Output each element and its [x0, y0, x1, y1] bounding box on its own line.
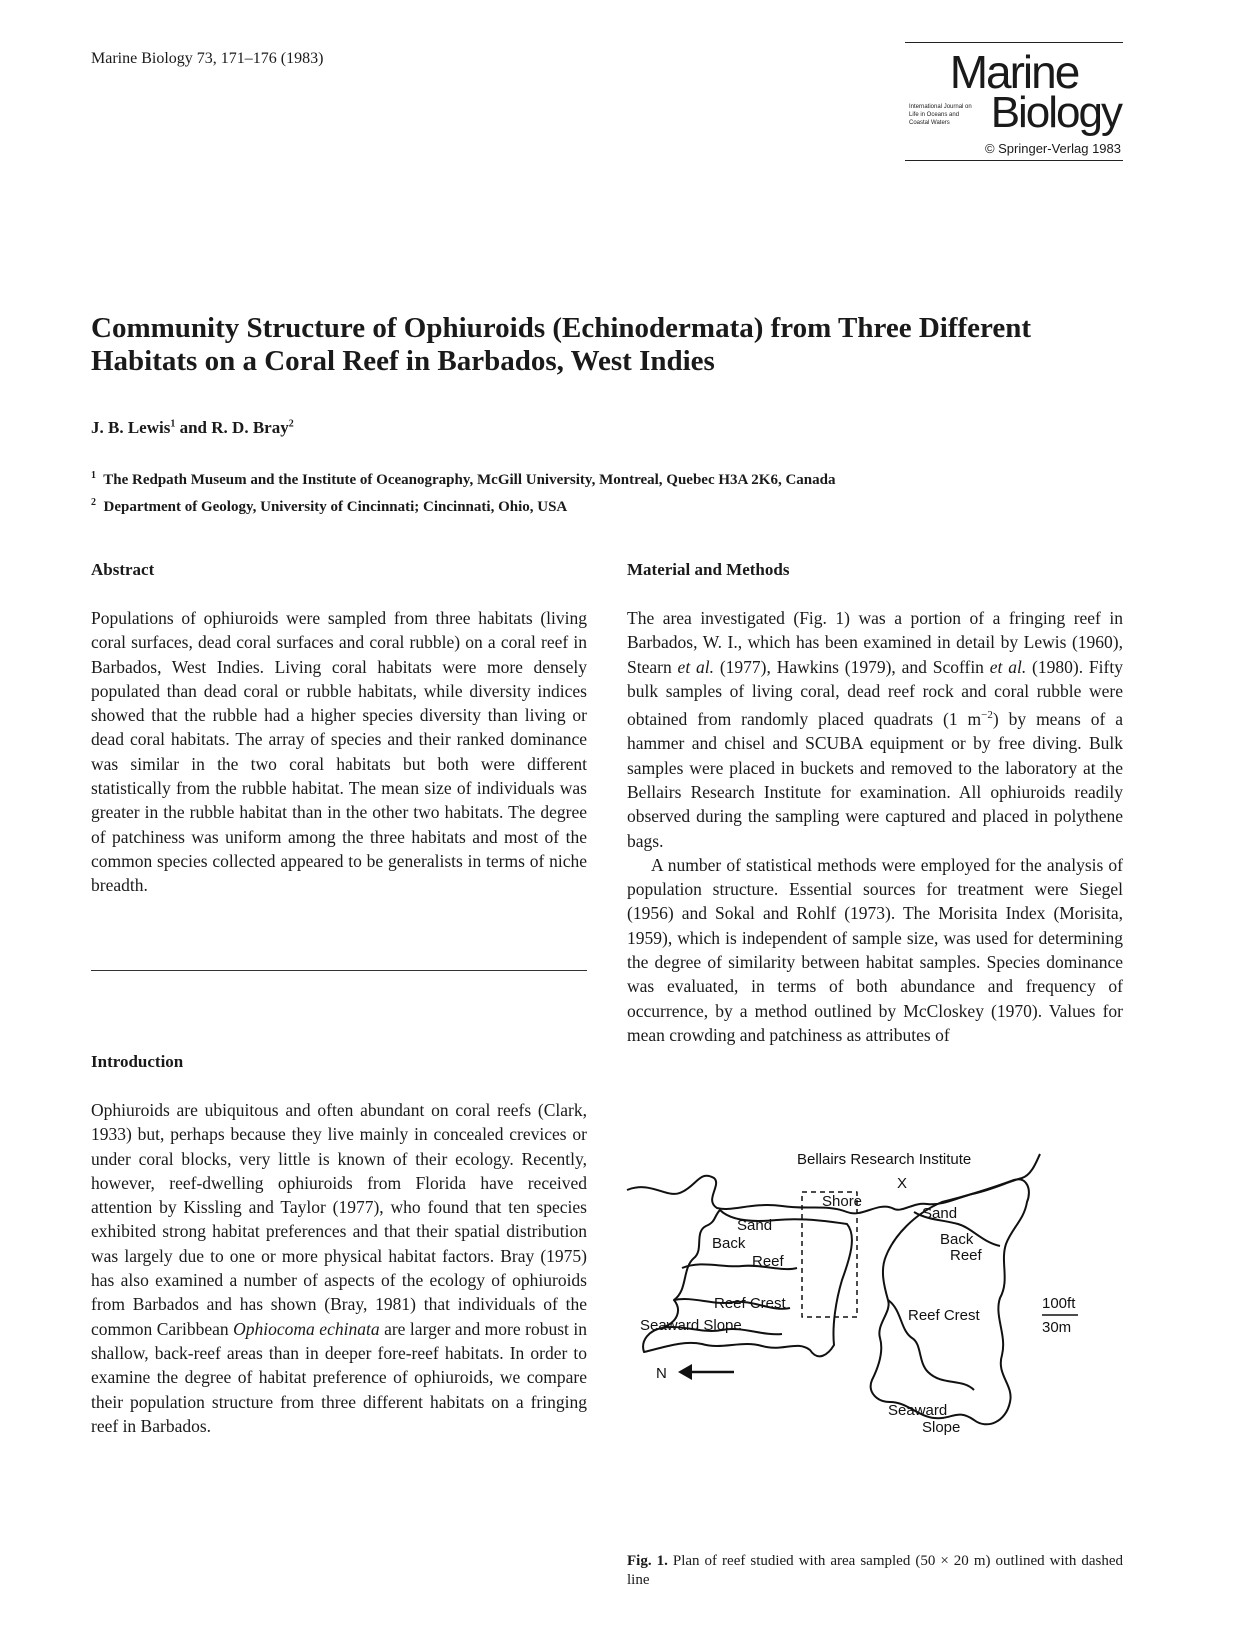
et-al-2: et al. — [989, 656, 1027, 677]
et-al-1: et al. — [677, 656, 714, 677]
abstract-divider — [91, 970, 587, 971]
author-separator: and — [175, 418, 212, 437]
species-name: Ophiocoma echinata — [233, 1318, 380, 1339]
affiliation-1-marker: 1 — [91, 470, 96, 481]
label-reef-crest-left: Reef Crest — [714, 1295, 786, 1312]
methods-section — [627, 560, 1123, 1047]
methods-paragraph-1 — [627, 606, 1123, 853]
author-line — [91, 418, 294, 438]
abstract-text: Populations of ophiuroids were sampled from three habitats (living coral surfaces, dead coral surfaces and coral rubble) on a coral reef in Barbados, West Indies. Living coral habitats were more densely populated than dead coral or rubble habitats, while diversity indices showed that the rubble had a higher species diversity than living or dead coral habitats. The array of species and their ranked dominance was similar in the two coral habitats but both were different statistically from the rubble habitat. The mean size of individuals was greater in the rubble habitat than in the other two habitats. The degree of patchiness was uniform among the three habitats and most of the common species collected appeared to be generalists in terms of niche breadth. — [91, 608, 587, 896]
figure-1-caption — [627, 1552, 1123, 1590]
unit-exponent: −2 — [981, 709, 993, 722]
logo-marine-text: Marine — [949, 46, 1079, 98]
author-1: J. B. Lewis — [91, 418, 171, 437]
author-1-affil-marker: 1 — [170, 418, 176, 430]
label-sand-right: Sand — [922, 1205, 958, 1222]
affiliation-1-text: The Redpath Museum and the Institute of Oceanography, McGill University, Montreal, Quebec H3A 2K6, Canada — [103, 472, 836, 488]
reef-map-drawing — [622, 1140, 1127, 1540]
methods-p1-part-b: (1977), Hawkins (1979), and Scoffin — [714, 656, 990, 677]
label-reef-right: Reef — [950, 1247, 982, 1264]
figure-1-reef-map — [622, 1140, 1127, 1540]
journal-logo — [905, 42, 1123, 161]
north-arrow-head — [678, 1364, 692, 1380]
affiliation-2 — [91, 497, 567, 516]
methods-p1-part-d: ) by means of a hammer and chisel and SCUBA equipment or by free diving. Bulk samples were placed in buckets and removed to the laboratory at the Bellairs Research Institute for examination. All ophiuroids readily observed during the sampling were captured and placed in polythene bags. — [627, 709, 1124, 851]
label-x-mark: X — [897, 1175, 908, 1192]
caption-text: Plan of reef studied with area sampled (50 × 20 m) outlined with dashed line — [627, 1553, 1123, 1588]
author-2: R. D. Bray — [211, 418, 289, 437]
affiliation-2-text: Department of Geology, University of Cincinnati; Cincinnati, Ohio, USA — [103, 499, 568, 515]
affiliation-1 — [91, 470, 835, 489]
abstract-heading: Abstract — [91, 560, 155, 579]
author-2-affil-marker: 2 — [288, 418, 294, 430]
methods-paragraph-2: A number of statistical methods were employed for the analysis of population structure. Essential sources for treatment were Siegel (1956) and Sokal and Rohlf (1973). The Morisita Index (Morisita, 1959), which is independent of sample size, was used for determining the degree of similarity between habitat samples. Species dominance was evaluated, in terms of both abundance and frequency of occurrence, by a method outlined by McCloskey (1970). Values for mean crowding and patchiness as attributes of — [627, 854, 1123, 1045]
introduction-section — [91, 1052, 587, 1438]
label-reef-left: Reef — [752, 1253, 784, 1270]
methods-heading: Material and Methods — [627, 560, 790, 579]
label-reef-crest-right: Reef Crest — [908, 1307, 980, 1324]
label-slope: Slope — [922, 1419, 961, 1436]
caption-label: Fig. 1. — [627, 1553, 668, 1569]
affiliation-2-marker: 2 — [91, 497, 96, 508]
introduction-text-part-2: are larger and more robust in shallow, back-reef areas than in deeper fore-reef habitats. In order to examine the degree of habitat preference of ophiuroids, we compare their population structure from three different habitats on a fringing reef in Barbados. — [91, 1318, 588, 1436]
methods-p1-part-c: (1980). Fifty bulk samples of living coral, dead reef rock and coral rubble were obtained from randomly placed quadrats (1 m — [627, 656, 1123, 730]
label-north: N — [656, 1365, 667, 1382]
logo-tagline: International Journal on Life in Oceans and Coastal Waters — [909, 104, 972, 126]
logo-copyright: © Springer-Verlag 1983 — [984, 141, 1121, 156]
introduction-text-part-1: Ophiuroids are ubiquitous and often abundant on coral reefs (Clark, 1933) but, perhaps because they live mainly in concealed crevices or under coral blocks, very little is known of their ecology. Recently, however, reef-dwelling ophiuroids from Florida have received attention by Kissling and Taylor (1977), who found that ten species exhibited strong habitat preferences and that their spatial distribution was largely due to one or more physical habitat factors. Bray (1975) has also examined a number of aspects of the ecology of ophiuroids from Barbados and has shown (Bray, 1981) that individuals of the common Caribbean — [91, 1100, 587, 1339]
label-back-left: Back — [712, 1235, 746, 1252]
label-back-right: Back — [940, 1231, 974, 1248]
article-title: Community Structure of Ophiuroids (Echinodermata) from Three Different Habitats on a Coral Reef in Barbados, West Indies — [91, 312, 1032, 377]
introduction-text — [91, 1098, 587, 1438]
label-seaward: Seaward — [888, 1402, 948, 1419]
label-seaward-slope-left: Seaward Slope — [640, 1317, 742, 1334]
label-scale-m: 30m — [1042, 1319, 1072, 1336]
methods-p1-part-a: The area investigated (Fig. 1) was a portion of a fringing reef in Barbados, W. I., which has been examined in detail by Lewis (1960), Stearn — [627, 608, 1123, 677]
introduction-heading: Introduction — [91, 1052, 184, 1071]
label-shore: Shore — [822, 1193, 863, 1210]
label-institute: Bellairs Research Institute — [797, 1151, 972, 1168]
journal-citation: Marine Biology 73, 171–176 (1983) — [91, 50, 324, 67]
sampled-area-outline — [802, 1192, 857, 1317]
abstract-section — [91, 560, 587, 898]
label-scale-ft: 100ft — [1042, 1295, 1076, 1312]
logo-biology-text: Biology — [990, 88, 1121, 137]
label-sand-left: Sand — [737, 1217, 773, 1234]
